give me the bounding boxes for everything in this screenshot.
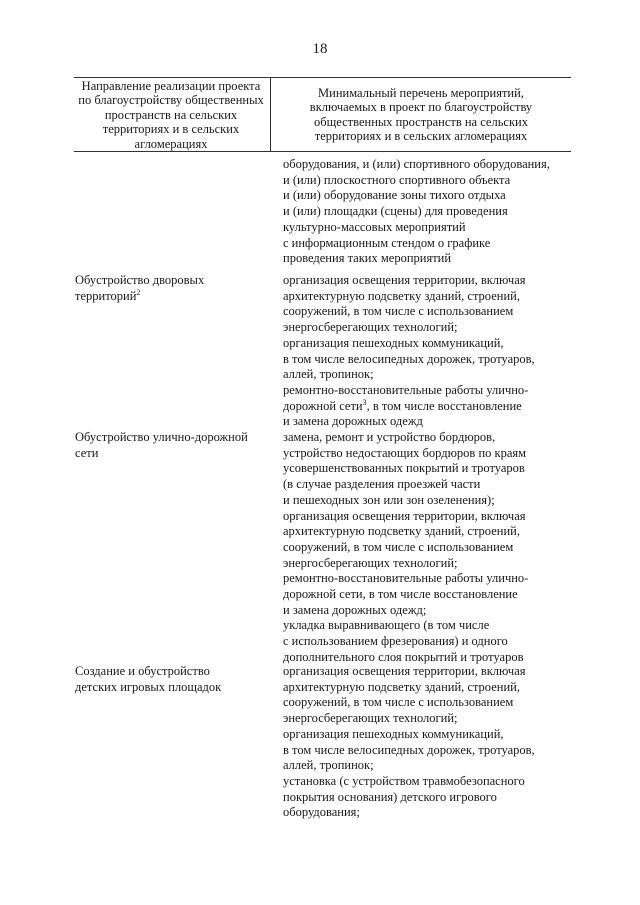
direction-line: детских игровых площадок (75, 679, 222, 694)
measure-line: организация пешеходных коммуникаций, (283, 726, 504, 741)
measure-line: сооружений, в том числе с использованием (283, 539, 514, 554)
measure-line: усовершенствованных покрытий и тротуаров (283, 461, 525, 476)
measure-text: , в том числе восстановление (366, 398, 522, 413)
header-measures-column (272, 86, 570, 144)
header-direction-column (74, 79, 268, 151)
header-direction-line: Направление реализации проекта (81, 79, 261, 93)
measure-line: и замена дорожных одежд; (283, 602, 427, 617)
direction-line: Обустройство дворовых (75, 273, 205, 287)
measure-line: сооружений, в том числе с использованием (283, 304, 514, 319)
measure-line: и (или) площадки (сцены) для проведения (283, 204, 508, 219)
page-number: 18 (312, 41, 328, 57)
measure-line: в том числе велосипедных дорожек, тротуаров, (283, 351, 535, 366)
measure-line: замена, ремонт и устройство бордюров, (283, 430, 496, 444)
measure-line: и замена дорожных одежд (283, 414, 423, 429)
measure-line: сооружений, в том числе с использованием (283, 695, 514, 710)
measure-line: дополнительного слоя покрытий и тротуаров (283, 649, 524, 664)
row-measures-playgrounds (283, 664, 573, 821)
measure-line (283, 399, 573, 415)
measure-line: культурно-массовых мероприятий (283, 219, 466, 234)
measure-line: покрытия основания) детского игрового (283, 789, 497, 804)
row-direction-roads (75, 430, 265, 461)
measure-line: с использованием фрезерования) и одного (283, 634, 508, 649)
measure-line: аллей, тропинок; (283, 758, 374, 773)
header-direction-line: территориях и в сельских (102, 122, 240, 137)
measure-line: архитектурную подсветку зданий, строений, (283, 524, 520, 539)
header-measures-line: включаемых в проект по благоустройству (309, 100, 533, 115)
measure-line: и пешеходных зон или зон озеленения); (283, 492, 495, 507)
measure-line: архитектурную подсветку зданий, строений, (283, 288, 520, 303)
header-measures-line: территориях и в сельских агломерациях (314, 129, 528, 144)
measure-line: установка (с устройством травмобезопасного (283, 773, 525, 788)
table-header-bottom-border (74, 151, 571, 152)
header-direction-line: пространств на сельских (104, 107, 238, 122)
table-top-border (74, 77, 571, 78)
header-direction-line: агломерациях (134, 136, 208, 151)
footnote-marker: 3 (362, 397, 367, 407)
measure-line: энергосберегающих технологий; (283, 320, 458, 335)
header-measures-line: общественных пространств на сельских (314, 114, 528, 129)
measure-line: и (или) плоскостного спортивного объекта (283, 172, 511, 187)
measure-line: (в случае разделения проезжей части (283, 477, 481, 492)
measure-line: проведения таких мероприятий (283, 251, 452, 266)
direction-line: сети (75, 445, 99, 460)
measure-line: укладка выравнивающего (в том числе (283, 618, 490, 633)
direction-line: Создание и обустройство (75, 664, 210, 678)
direction-line: Обустройство улично-дорожной (75, 430, 248, 444)
direction-text: территорий (75, 288, 137, 303)
measure-line: архитектурную подсветку зданий, строений, (283, 679, 520, 694)
measure-line: устройство недостающих бордюров по краям (283, 445, 527, 460)
measure-line: организация освещения территории, включая (283, 273, 526, 287)
measure-line: энергосберегающих технологий; (283, 555, 458, 570)
header-direction-line: по благоустройству общественных (78, 93, 264, 108)
measure-text: дорожной сети (283, 398, 363, 413)
measure-line: организация освещения территории, включая (283, 664, 526, 678)
measure-line: оборудования, и (или) спортивного оборудования, (283, 157, 550, 171)
direction-line (75, 289, 265, 305)
measure-line: и (или) оборудование зоны тихого отдыха (283, 188, 506, 203)
header-measures-line: Минимальный перечень мероприятий, (318, 86, 524, 100)
row-direction-playgrounds (75, 664, 265, 695)
measure-line: аллей, тропинок; (283, 367, 374, 382)
measure-line: оборудования; (283, 805, 360, 820)
measure-line: организация пешеходных коммуникаций, (283, 335, 504, 350)
row-direction-yards (75, 273, 265, 304)
measure-line: дорожной сети, в том числе восстановление (283, 587, 518, 602)
measure-line: с информационным стендом о графике (283, 235, 491, 250)
header-column-divider (270, 77, 271, 151)
measure-line: энергосберегающих технологий; (283, 711, 458, 726)
measure-line: в том числе велосипедных дорожек, тротуаров, (283, 742, 535, 757)
continuation-measures (283, 157, 573, 267)
row-measures-yards (283, 273, 573, 430)
measure-line: ремонтно-восстановительные работы улично- (283, 382, 529, 397)
measure-line: ремонтно-восстановительные работы улично- (283, 571, 529, 586)
footnote-marker: 2 (136, 287, 141, 297)
row-measures-roads (283, 430, 573, 666)
measure-line: организация освещения территории, включая (283, 508, 526, 523)
